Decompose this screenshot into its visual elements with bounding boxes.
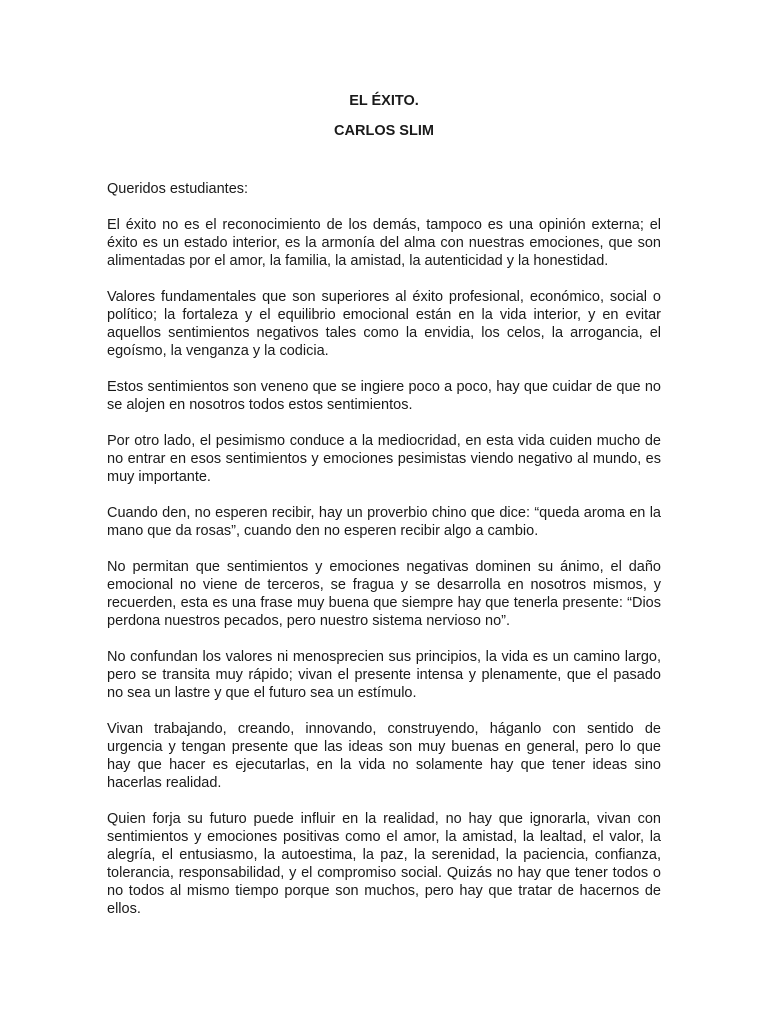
paragraph-2: Valores fundamentales que son superiores al éxito profesional, económico, social o político; la fortaleza y el equilibrio emocional están en la vida interior, y en evitar aquellos sentimientos negativos tales como la envidia, los celos, la arrogancia, el egoísmo, la venganza y la codicia. xyxy=(107,289,661,359)
greeting: Queridos estudiantes: xyxy=(107,181,249,197)
paragraph-9: Quien forja su futuro puede influir en la realidad, no hay que ignorarla, vivan con sentimientos y emociones positivas como el amor, la amistad, la lealtad, el valor, la alegría, el entusiasmo, la autoestima, la paz, la serenidad, la paciencia, confianza, tolerancia, responsabilidad, y el compromiso social. Quizás no hay que tener todos o no todos al mismo tiempo porque son muchos, pero hay que tratar de hacernos de ellos. xyxy=(107,811,661,917)
paragraph-3: Estos sentimientos son veneno que se ingiere poco a poco, hay que cuidar de que no se alojen en nosotros todos estos sentimientos. xyxy=(107,379,661,413)
paragraph-7: No confundan los valores ni menosprecien sus principios, la vida es un camino largo, pero se transita muy rápido; vivan el presente intensa y plenamente, que el pasado no sea un lastre y que el futuro sea un estímulo. xyxy=(107,649,661,701)
paragraph-5: Cuando den, no esperen recibir, hay un proverbio chino que dice: “queda aroma en la mano que da rosas”, cuando den no esperen recibir algo a cambio. xyxy=(107,505,661,539)
paragraph-8: Vivan trabajando, creando, innovando, construyendo, háganlo con sentido de urgencia y tengan presente que las ideas son muy buenas en general, pero lo que hay que hacer es ejecutarlas, en la vida no solamente hay que tener ideas sino hacerlas realidad. xyxy=(107,721,661,791)
document-title: EL ÉXITO. xyxy=(349,93,419,109)
document-author: CARLOS SLIM xyxy=(334,123,434,139)
paragraph-1: El éxito no es el reconocimiento de los demás, tampoco es una opinión externa; el éxito es un estado interior, es la armonía del alma con nuestras emociones, que son alimentadas por el amor, la familia, la amistad, la autenticidad y la honestidad. xyxy=(107,217,661,269)
document-body xyxy=(107,216,661,936)
paragraph-6: No permitan que sentimientos y emociones negativas dominen su ánimo, el daño emocional no viene de terceros, se fragua y se desarrolla en nosotros mismos, y recuerden, esta es una frase muy buena que siempre hay que tenerla presente: “Dios perdona nuestros pecados, pero nuestro sistema nervioso no”. xyxy=(107,559,661,629)
paragraph-4: Por otro lado, el pesimismo conduce a la mediocridad, en esta vida cuiden mucho de no entrar en esos sentimientos y emociones pesimistas viendo negativo al mundo, es muy importante. xyxy=(107,433,661,485)
